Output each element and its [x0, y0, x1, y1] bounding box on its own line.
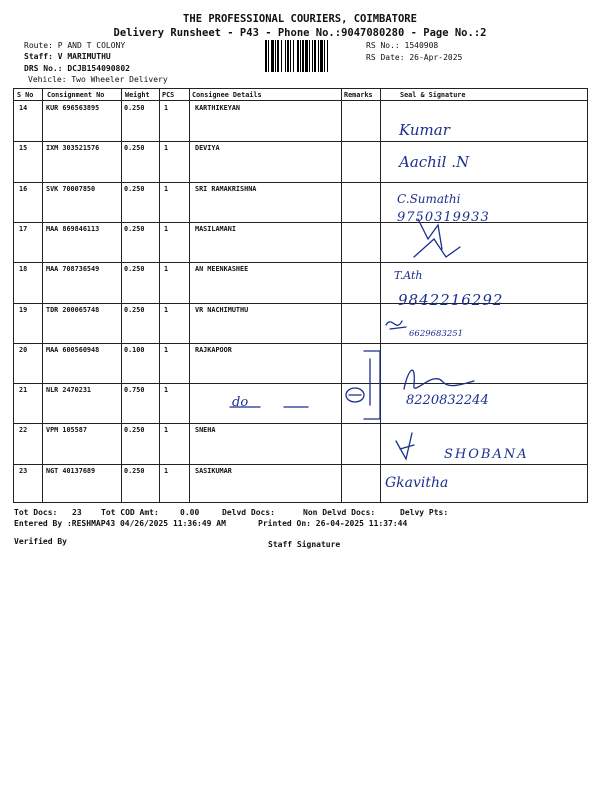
- cell-sno: 21: [19, 386, 28, 395]
- tot-docs-value: 23: [72, 508, 82, 517]
- delvd-docs-label: Delvd Docs:: [222, 508, 275, 517]
- staff-signature: Staff Signature: [268, 540, 341, 549]
- signature-row-22: SHOBANA: [444, 447, 529, 462]
- cell-consignment: TDR 200065748: [46, 305, 100, 314]
- cell-consignee: AN MEENKASHEE: [195, 265, 249, 274]
- cell-weight: 0.250: [124, 426, 145, 435]
- cell-consignment: NLR 2470231: [46, 386, 92, 395]
- cell-pcs: 1: [164, 184, 169, 193]
- cell-pcs: 1: [164, 466, 169, 475]
- col-header-consignee: Consignee Details: [192, 91, 262, 99]
- cell-sno: 14: [19, 104, 28, 112]
- cell-sno: 22: [19, 426, 28, 435]
- verified-by: Verified By: [14, 537, 67, 546]
- cell-weight: 0.250: [124, 224, 145, 233]
- cell-sno: 23: [19, 466, 28, 475]
- cell-consignee: SRI RAMAKRISHNA: [195, 184, 257, 193]
- cell-pcs: 1: [164, 265, 169, 274]
- cell-pcs: 1: [164, 104, 169, 112]
- cell-consignment: IXM 303521576: [46, 144, 100, 153]
- staff: Staff: V MARIMUTHU: [24, 52, 111, 61]
- col-header-remarks: Remarks: [344, 91, 373, 99]
- cell-consignment: SVK 70007850: [46, 184, 96, 193]
- col-header-sno: S No: [17, 91, 34, 99]
- delvy-pts-label: Delvy Pts:: [400, 508, 449, 517]
- entered-by: Entered By :RESHMAP43 04/26/2025 11:36:49 AM: [14, 519, 226, 528]
- cell-sno: 18: [19, 265, 28, 274]
- cell-pcs: 1: [164, 144, 169, 153]
- cell-consignee: DEVIYA: [195, 144, 220, 153]
- cell-consignee: VR NACHIMUTHU: [195, 305, 249, 314]
- col-header-weight: Weight: [125, 91, 150, 99]
- cod-label: Tot COD Amt:: [101, 508, 159, 517]
- signature-row-16-phone: 9750319933: [397, 210, 490, 225]
- drs-number: DRS No.: DCJB154090802: [24, 64, 130, 73]
- cell-sno: 19: [19, 305, 28, 314]
- company-title: THE PROFESSIONAL COURIERS, COIMBATORE: [183, 13, 417, 25]
- cell-weight: 0.250: [124, 265, 145, 274]
- cell-consignee: KARTHIKEYAN: [195, 104, 241, 112]
- cell-consignment: KUR 696563895: [46, 104, 100, 112]
- runsheet-title: Delivery Runsheet - P43 - Phone No.:9047080280 - Page No.:2: [113, 27, 487, 39]
- cell-sno: 16: [19, 184, 28, 193]
- cell-pcs: 1: [164, 224, 169, 233]
- signature-row-15: Aachil .N: [399, 153, 470, 171]
- cell-consignment: MAA 869846113: [46, 224, 100, 233]
- cell-consignee: RAJKAPOOR: [195, 345, 232, 354]
- cod-value: 0.00: [180, 508, 200, 517]
- signature-row-14: Kumar: [399, 121, 450, 139]
- signature-row-16-name: C.Sumathi: [397, 192, 461, 206]
- tot-docs-label: Tot Docs:: [14, 508, 58, 517]
- cell-weight: 0.250: [124, 144, 145, 153]
- cell-weight: 0.250: [124, 466, 145, 475]
- signature-row-18-name: T.Ath: [394, 269, 423, 282]
- cell-consignment: NGT 40137689: [46, 466, 96, 475]
- cell-weight: 0.100: [124, 345, 145, 354]
- col-header-seal-signature: Seal & Signature: [400, 91, 466, 99]
- cell-consignee: SASIKUMAR: [195, 466, 232, 475]
- ink-strokes: [14, 89, 589, 504]
- signature-row-19: 6629683251: [409, 329, 464, 339]
- vehicle: Vehicle: Two Wheeler Delivery: [28, 75, 168, 84]
- route: Route: P AND T COLONY: [24, 41, 126, 50]
- cell-sno: 17: [19, 224, 28, 233]
- remark-row-21: do: [232, 395, 249, 410]
- cell-weight: 0.250: [124, 104, 145, 112]
- cell-weight: 0.750: [124, 386, 145, 395]
- cell-pcs: 1: [164, 386, 169, 395]
- cell-consignment: VPM 105587: [46, 426, 87, 435]
- non-delvd-docs-label: Non Delvd Docs:: [303, 508, 376, 517]
- cell-sno: 20: [19, 345, 28, 354]
- cell-consignee: SNEHA: [195, 426, 216, 435]
- rs-number: RS No.: 1540908: [366, 41, 439, 50]
- cell-weight: 0.250: [124, 184, 145, 193]
- cell-weight: 0.250: [124, 305, 145, 314]
- cell-pcs: 1: [164, 426, 169, 435]
- col-header-consignment: Consignment No: [47, 91, 105, 99]
- rs-date: RS Date: 26-Apr-2025: [366, 53, 463, 62]
- cell-pcs: 1: [164, 345, 169, 354]
- printed-on: Printed On: 26-04-2025 11:37:44: [258, 519, 408, 528]
- signature-row-18-phone: 9842216292: [398, 291, 504, 309]
- cell-sno: 15: [19, 144, 28, 153]
- barcode-image: [265, 40, 357, 72]
- cell-consignment: MAA 708736549: [46, 265, 100, 274]
- runsheet-table: [13, 88, 588, 503]
- cell-consignment: MAA 600560948: [46, 345, 100, 354]
- cell-pcs: 1: [164, 305, 169, 314]
- col-header-pcs: PCS: [162, 91, 175, 99]
- cell-consignee: MASILAMANI: [195, 224, 236, 233]
- signature-row-23: Gkavitha: [385, 475, 449, 491]
- signature-row-21: 8220832244: [406, 393, 489, 408]
